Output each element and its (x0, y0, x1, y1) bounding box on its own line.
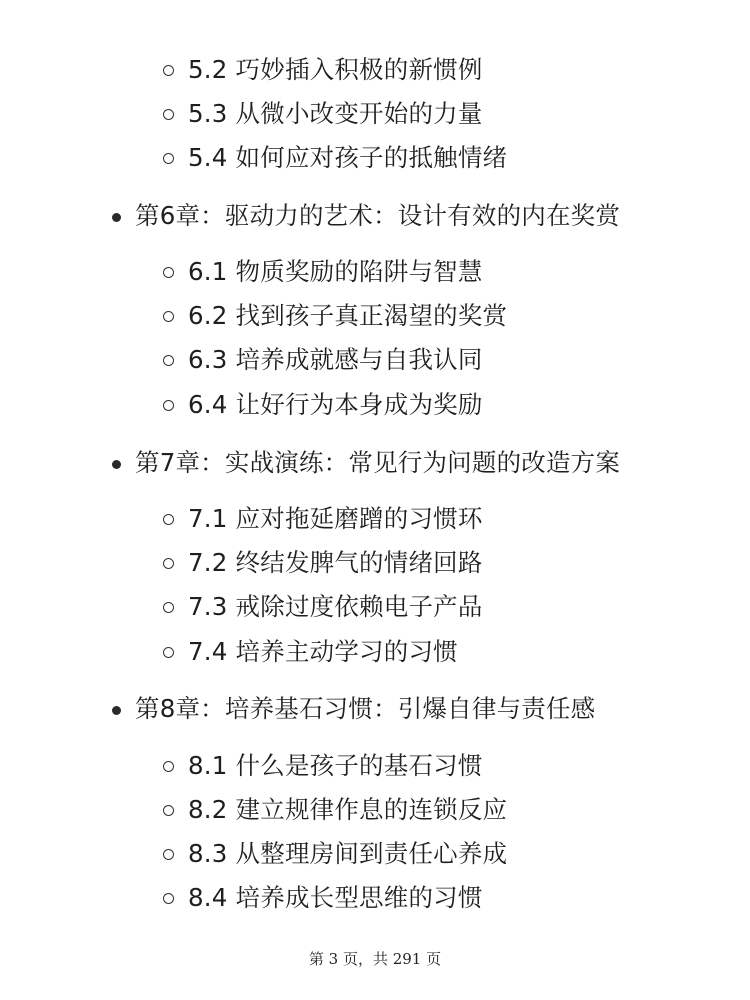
toc-section-label: 7.4 培养主动学习的习惯 (188, 637, 458, 666)
toc-section-label: 7.2 终结发脾气的情绪回路 (188, 548, 483, 577)
toc-section-label: 7.1 应对拖延磨蹭的习惯环 (188, 504, 483, 533)
hollow-bullet-icon (163, 602, 174, 613)
toc-section-label: 6.4 让好行为本身成为奖励 (188, 390, 483, 419)
toc-section-label: 8.3 从整理房间到责任心养成 (188, 839, 508, 868)
hollow-bullet-icon (163, 761, 174, 772)
filled-bullet-icon (112, 213, 121, 222)
toc-section-label: 8.2 建立规律作息的连锁反应 (188, 795, 508, 824)
hollow-bullet-icon (163, 65, 174, 76)
hollow-bullet-icon (163, 849, 174, 860)
hollow-bullet-icon (163, 267, 174, 278)
toc-section-label: 7.3 戒除过度依赖电子产品 (188, 592, 483, 621)
hollow-bullet-icon (163, 514, 174, 525)
toc-chapter-label: 第6章：驱动力的艺术：设计有效的内在奖赏 (135, 201, 621, 230)
page-number-footer: 第 3 页，共 291 页 (308, 950, 442, 968)
toc-section-label: 6.3 培养成就感与自我认同 (188, 345, 483, 374)
filled-bullet-icon (112, 706, 121, 715)
hollow-bullet-icon (163, 400, 174, 411)
toc-section-label: 8.4 培养成长型思维的习惯 (188, 883, 483, 912)
toc-chapter-label: 第7章：实战演练：常见行为问题的改造方案 (135, 448, 621, 477)
hollow-bullet-icon (163, 647, 174, 658)
hollow-bullet-icon (163, 109, 174, 120)
toc-chapter-label: 第8章：培养基石习惯：引爆自律与责任感 (135, 694, 596, 723)
filled-bullet-icon (112, 460, 121, 469)
toc-section-label: 5.3 从微小改变开始的力量 (188, 99, 483, 128)
hollow-bullet-icon (163, 558, 174, 569)
hollow-bullet-icon (163, 805, 174, 816)
toc-section-label: 8.1 什么是孩子的基石习惯 (188, 751, 483, 780)
toc-section-label: 5.2 巧妙插入积极的新惯例 (188, 55, 483, 84)
toc-section-label: 5.4 如何应对孩子的抵触情绪 (188, 143, 508, 172)
hollow-bullet-icon (163, 355, 174, 366)
hollow-bullet-icon (163, 311, 174, 322)
toc-section-label: 6.2 找到孩子真正渴望的奖赏 (188, 301, 508, 330)
toc-section-label: 6.1 物质奖励的陷阱与智慧 (188, 257, 483, 286)
hollow-bullet-icon (163, 153, 174, 164)
hollow-bullet-icon (163, 893, 174, 904)
